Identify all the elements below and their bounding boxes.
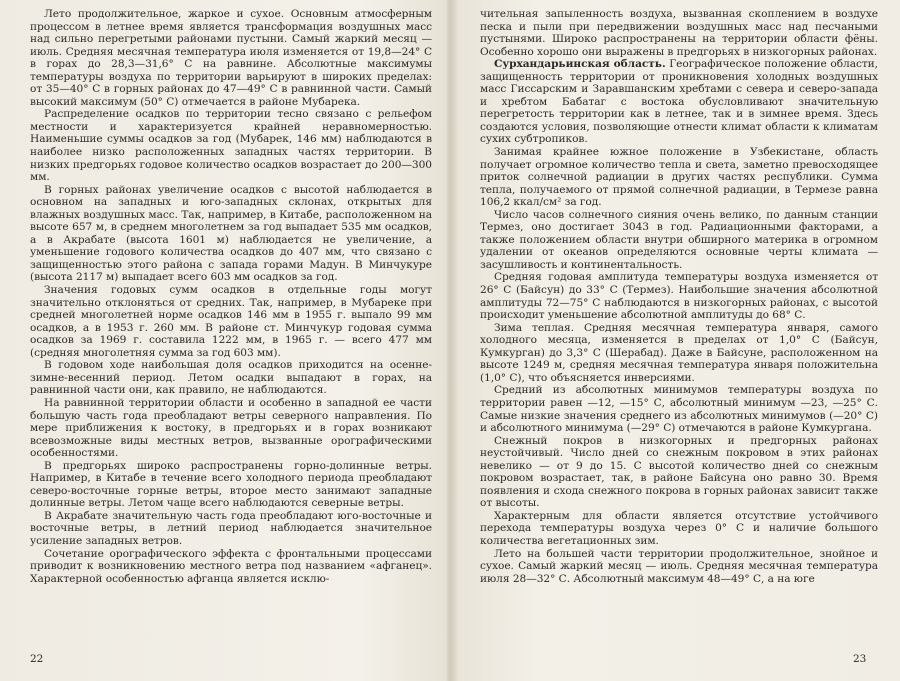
left-paragraph-3: В горных районах увеличение осадков с высотой наблюдается в основном на западных и юго-западных склонах, открытых для влажных воздушных масс. Так, например, в Китабе, расположенном на высоте 657 м, в среднем многолетнем за год выпадает 535 мм осадков, а в Акрабате (высота 1601 м) наблюдается не увеличение, а уменьшение годового количества осадков до 407 мм, что связано с защищенностью этого района с запада горами Мадун. В Минчукуре (высота 2117 м) выпадает всего 603 мм осадков за год.	[30, 183, 432, 284]
right-paragraph-1: Занимая крайнее южное положение в Узбекистане, область получает огромное количество тепла и света, заметно превосходящее приток солнечной радиации в других частях республики. Сумма тепла, получаемого от прямой солнечной радиации, в Термезе равна 106,2 ккал/см² за год.	[480, 146, 878, 209]
right-continuation: чительная запыленность воздуха, вызванная скоплением в воздухе песка и пыли при передвижении воздушных масс над песчаными пустынями. Широко распространены на территории области фёны. Особенно хорошо они выражены в предгорьях в низкогорных районах.	[480, 8, 878, 58]
left-paragraph-1: Лето продолжительное, жаркое и сухое. Основным атмосферным процессом в летнее время является трансформация воздушных масс над сильно перегретыми районами пустыни. Самый жаркий месяц — июль. Средняя месячная температура июля изменяется от 19,8—24° С в горах до 28,3—31,6° С на равнине. Абсолютные максимумы температуры воздуха по территории варьируют в широких пределах: от 35—40° С в горных районах до 47—49° С в равнинной части. Самый высокий максимум (50° С) отмечается в районе Мубарека.	[30, 8, 432, 108]
left-paragraph-7: В предгорьях широко распространены горно-долинные ветры. Например, в Китабе в течение всего холодного периода преобладают северо-восточные горные ветры, второе место занимают западные долинные ветры. Летом чаще всего наблюдаются северные ветры.	[30, 459, 432, 510]
left-paragraph-6: На равнинной территории области и особенно в западной ее части большую часть года преобладают ветры северного направления. По мере приближения к востоку, в предгорьях и в горах возникают всевозможные виды местных ветров, вызванные орографическими особенностями.	[30, 396, 432, 460]
right-paragraph-7: Характерным для области является отсутствие устойчивого перехода температуры воздуха через 0° С и наличие большого количества вегетационных зим.	[480, 509, 878, 547]
section-paragraph	[480, 58, 878, 146]
right-paragraph-4: Зима теплая. Средняя месячная температура января, самого холодного месяца, изменяется в пределах от 1,0° С (Байсун, Кумкурган) до 3,3° С (Шерабад). Даже в Байсуне, расположенном на высоте 1249 м, средняя месячная температура января положительна (1,0° С), что объясняется инверсиями.	[480, 321, 878, 384]
left-page-number: 22	[30, 653, 44, 665]
right-paragraph-2: Число часов солнечного сияния очень велико, по данным станции Термез, оно достигает 3043 в год. Радиационными факторами, а также положением области внутри обширного материка в огромном удалении от океанов определяются основные черты климата — засушливость и континентальность.	[480, 208, 878, 271]
right-paragraph-8: Лето на большей части территории продолжительное, знойное и сухое. Самый жаркий месяц — июль. Средняя месячная температура июля 28—32° С. Абсолютный максимум 48—49° С, а на юге	[480, 547, 878, 585]
section-text: Географическое положение области, защищенность территории от проникновения холодных воздушных масс Гиссарским и Заравшанским хребтами с севера и северо-запада и хребтом Бабатаг с востока обусловливают значительную перегретость территории как в летнее, так и в зимнее время. Здесь создаются условия, позволяющие отнести климат области к климатам сухих субтропиков.	[480, 58, 878, 146]
right-page-number: 23	[853, 653, 867, 665]
left-paragraph-4: Значения годовых сумм осадков в отдельные годы могут значительно отклоняться от средних. Так, например, в Мубареке при средней многолетней норме осадков 146 мм в 1955 г. выпало 99 мм осадков, а в 1953 г. 260 мм. В районе ст. Минчукур годовая сумма осадков за 1969 г. составила 1222 мм, в 1965 г. — всего 477 мм (средняя многолетняя сумма за год 603 мм).	[30, 284, 432, 359]
left-paragraph-9: Сочетание орографического эффекта с фронтальными процессами приводит к возникновению местного ветра под названием «афганец». Характерной особенностью афганца является исклю-	[30, 547, 432, 585]
left-paragraph-8: В Акрабате значительную часть года преобладают юго-восточные и восточные ветры, в летний период наблюдается значительное усиление западных ветров.	[30, 509, 432, 547]
right-paragraph-3: Средняя годовая амплитуда температуры воздуха изменяется от 26° С (Байсун) до 33° С (Термез). Наибольшие значения абсолютной амплитуды 72—75° С наблюдаются в низкогорных районах, с высотой происходит уменьшение абсолютной амплитуды до 68° С.	[480, 271, 878, 322]
right-paragraph-5: Средний из абсолютных минимумов температуры воздуха по территории равен —12, —15° С, абсолютный минимум —23, —25° С. Самые низкие значения среднего из абсолютных минимумов (—20° С) и абсолютного минимума (—29° С) отмечаются в районе Кумкургана.	[480, 384, 878, 435]
right-page	[480, 8, 878, 673]
left-paragraph-5: В годовом ходе наибольшая доля осадков приходится на осенне-зимне-весенний период. Летом осадки выпадают в горах, на равнинной части они, как правило, не наблюдаются.	[30, 359, 432, 397]
section-title: Сурхандарьинская область.	[494, 58, 666, 71]
left-page	[30, 8, 432, 673]
right-paragraph-6: Снежный покров в низкогорных и предгорных районах неустойчивый. Число дней со снежным покровом в этих районах невелико — от 9 до 15. С высотой количество дней со снежным покровом возрастает, так, в районе Байсуна оно равно 30. Время появления и схода снежного покрова в горных районах зависит также от высоты.	[480, 434, 878, 510]
left-paragraph-2: Распределение осадков по территории тесно связано с рельефом местности и характеризуется крайней неравномерностью. Наименьшие суммы осадков за год (Мубарек, 146 мм) наблюдаются в наиболее низко расположенных западных частях территории. В низких предгорьях годовое количество осадков возрастает до 200—300 мм.	[30, 108, 432, 184]
